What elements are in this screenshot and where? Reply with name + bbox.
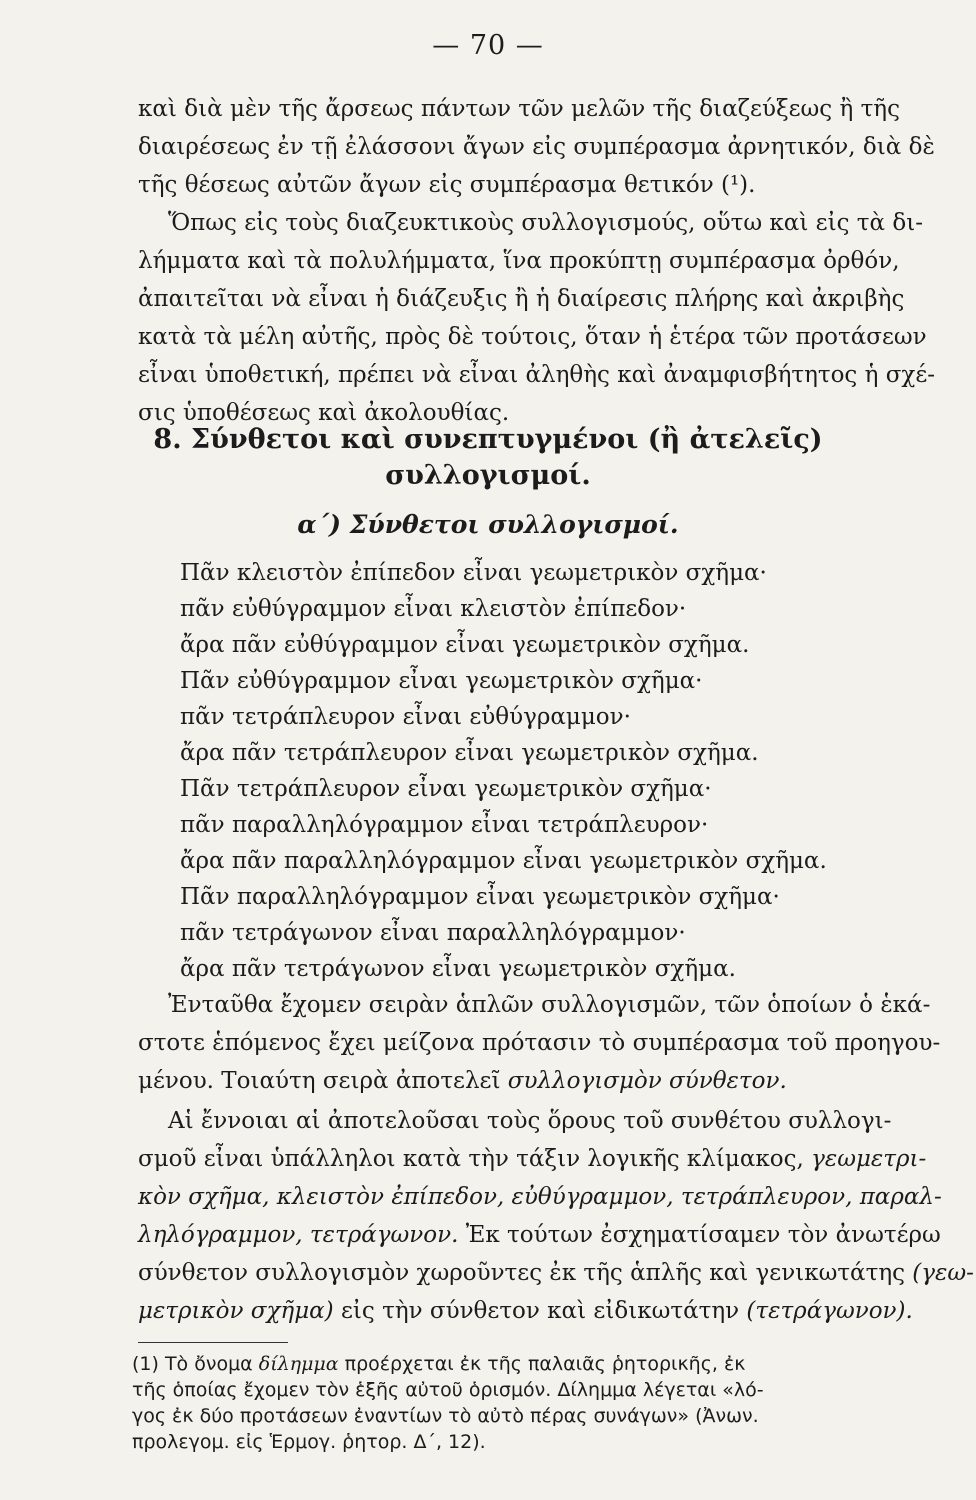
text-line [138, 1142, 938, 1176]
text-line: στοτε ἑπόμενος ἔχει μείζονα πρότασιν τὸ συμπέρασμα τοῦ προηγου- [138, 1030, 941, 1056]
italic-term: (τετράγωνον). [746, 1298, 913, 1324]
text-span: σμοῦ εἶναι ὑπάλληλοι κατὰ τὴν τάξιν λογικῆς κλίμακος, [138, 1146, 812, 1172]
text-line [138, 1294, 938, 1328]
italic-term: δίλημμα [258, 1353, 339, 1375]
footnote-line [132, 1352, 932, 1377]
text-line: Ὅπως εἰς τοὺς διαζευκτικοὺς συλλογισμούς, οὕτω καὶ εἰς τὰ δι- [168, 210, 923, 236]
syllogism-line: πᾶν τετράγωνον εἶναι παραλληλόγραμμον· [180, 920, 686, 946]
text-line: σις ὑποθέσεως καὶ ἀκολουθίας. [138, 400, 510, 426]
italic-term: (γεω- [912, 1260, 974, 1286]
italic-term: συλλογισμὸν σύνθετον. [507, 1068, 787, 1094]
footnote-line: τῆς ὁποίας ἔχομεν τὸν ἑξῆς αὐτοῦ ὁρισμόν. Δίλημμα λέγεται «λό- [132, 1379, 764, 1401]
page-number: — 70 — [432, 30, 544, 61]
text-line: διαιρέσεως ἐν τῇ ἐλάσσονι ἄγων εἰς συμπέρασμα ἀρνητικόν, διὰ δὲ [138, 134, 935, 160]
text-line [138, 1218, 941, 1252]
syllogism-line: Πᾶν κλειστὸν ἐπίπεδον εἶναι γεωμετρικὸν σχῆμα· [180, 560, 767, 586]
text-span: εἰς τὴν σύνθετον καὶ εἰδικωτάτην [333, 1298, 747, 1324]
syllogism-line: ἄρα πᾶν παραλληλόγραμμον εἶναι γεωμετρικὸν σχῆμα. [180, 848, 827, 874]
syllogism-line: ἄρα πᾶν τετράπλευρον εἶναι γεωμετρικὸν σχῆμα. [180, 740, 759, 766]
syllogism-line: πᾶν εὐθύγραμμον εἶναι κλειστὸν ἐπίπεδον· [180, 596, 687, 622]
text-line: Αἱ ἔννοιαι αἱ ἀποτελοῦσαι τοὺς ὅρους τοῦ συνθέτου συλλογι- [168, 1108, 892, 1134]
text-line: κὸν σχῆμα, κλειστὸν ἐπίπεδον, εὐθύγραμμον, τετράπλευρον, παραλ- [138, 1184, 942, 1210]
italic-term: γεωμετρι- [811, 1146, 927, 1172]
syllogism-line: Πᾶν εὐθύγραμμον εἶναι γεωμετρικὸν σχῆμα· [180, 668, 703, 694]
syllogism-line: ἄρα πᾶν εὐθύγραμμον εἶναι γεωμετρικὸν σχῆμα. [180, 632, 750, 658]
text-line: λήμματα καὶ τὰ πολυλήμματα, ἵνα προκύπτῃ συμπέρασμα ὀρθόν, [138, 248, 900, 274]
italic-term: ληλόγραμμον, τετράγωνον. [138, 1222, 459, 1248]
text-line: ἀπαιτεῖται νὰ εἶναι ἡ διάζευξις ἢ ἡ διαίρεσις πλήρης καὶ ἀκριβὴς [138, 286, 905, 312]
footnote-divider [138, 1342, 288, 1343]
text-line [138, 1064, 938, 1098]
text-line: εἶναι ὑποθετική, πρέπει νὰ εἶναι ἀληθὴς καὶ ἀναμφισβήτητος ἡ σχέ- [138, 362, 936, 388]
text-line: καὶ διὰ μὲν τῆς ἄρσεως πάντων τῶν μελῶν τῆς διαζεύξεως ἢ τῆς [138, 96, 900, 122]
text-span: προέρχεται ἐκ τῆς παλαιᾶς ῥητορικῆς, ἐκ [338, 1353, 746, 1375]
section-heading-cont: συλλογισμοί. [385, 460, 591, 491]
syllogism-line: πᾶν τετράπλευρον εἶναι εὐθύγραμμον· [180, 704, 631, 730]
syllogism-line: Πᾶν τετράπλευρον εἶναι γεωμετρικὸν σχῆμα· [180, 776, 712, 802]
section-heading: 8. Σύνθετοι καὶ συνεπτυγμένοι (ἢ ἀτελεῖς) [153, 424, 823, 455]
text-span: σύνθετον συλλογισμὸν χωροῦντες ἐκ τῆς ἁπλῆς καὶ γενικωτάτης [138, 1260, 913, 1286]
text-span: Ἐκ τούτων ἐσχηματίσαμεν τὸν ἀνωτέρω [458, 1222, 941, 1248]
text-line [138, 1256, 974, 1290]
subsection-heading: α΄) Σύνθετοι συλλογισμοί. [297, 510, 679, 539]
syllogism-line: Πᾶν παραλληλόγραμμον εἶναι γεωμετρικὸν σχῆμα· [180, 884, 780, 910]
syllogism-line: πᾶν παραλληλόγραμμον εἶναι τετράπλευρον· [180, 812, 709, 838]
italic-term: μετρικὸν σχῆμα) [138, 1298, 334, 1324]
text-span: μένου. Τοιαύτη σειρὰ ἀποτελεῖ [138, 1068, 508, 1094]
text-line: Ἐνταῦθα ἔχομεν σειρὰν ἁπλῶν συλλογισμῶν, τῶν ὁποίων ὁ ἑκά- [168, 992, 931, 1018]
text-line: τῆς θέσεως αὐτῶν ἄγων εἰς συμπέρασμα θετικόν (¹). [138, 172, 756, 198]
text-span: (1) Τὸ ὄνομα [132, 1353, 259, 1375]
footnote-line: γος ἐκ δύο προτάσεων ἐναντίων τὸ αὐτὸ πέρας συνάγων» (Ἀνων. [132, 1405, 759, 1427]
syllogism-line: ἄρα πᾶν τετράγωνον εἶναι γεωμετρικὸν σχῆμα. [180, 956, 736, 982]
footnote-line: προλεγομ. εἰς Ἑρμογ. ῥητορ. Δ΄, 12). [132, 1431, 486, 1453]
text-line: κατὰ τὰ μέλη αὐτῆς, πρὸς δὲ τούτοις, ὅταν ἡ ἑτέρα τῶν προτάσεων [138, 324, 927, 350]
